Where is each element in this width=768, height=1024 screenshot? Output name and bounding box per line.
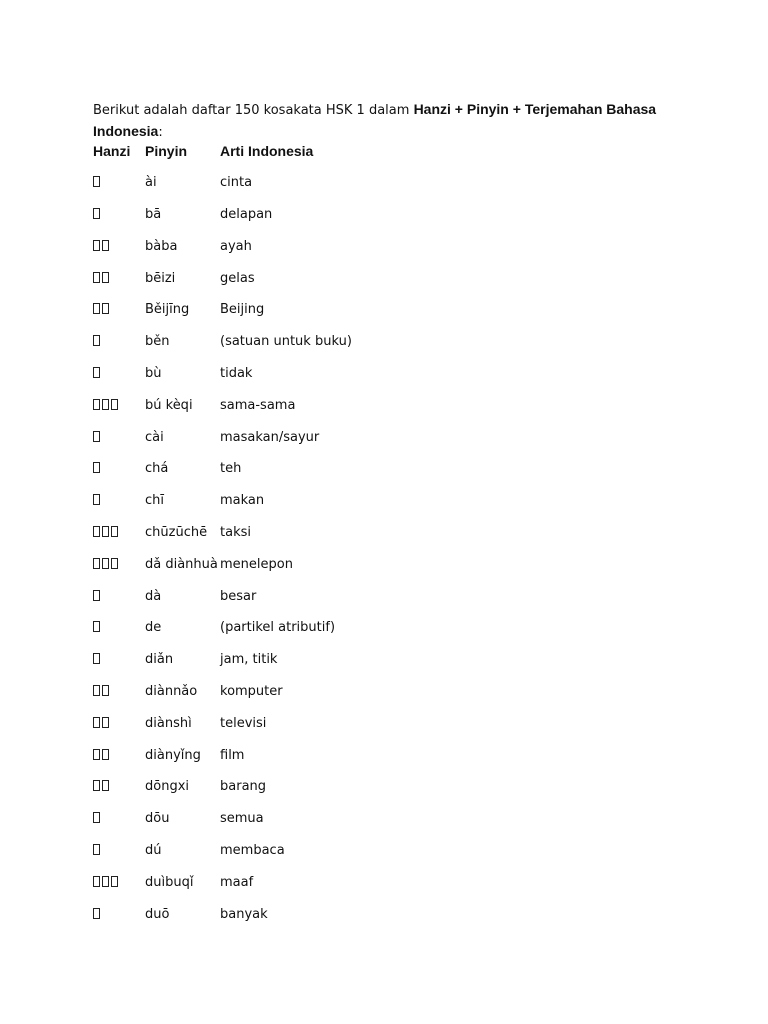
table-row	[93, 389, 420, 421]
pinyin-cell: diǎn	[145, 652, 174, 668]
vocabulary-rows	[93, 167, 420, 930]
missing-glyph-icon	[102, 303, 109, 314]
arti-cell: delapan	[220, 206, 273, 222]
hanzi-cell	[93, 866, 145, 898]
table-row	[93, 898, 420, 930]
pinyin-cell: bù	[145, 365, 162, 381]
table-row	[93, 517, 420, 549]
missing-glyph-icon	[93, 303, 100, 314]
hanzi-cell	[93, 771, 145, 803]
pinyin-cell: diànshì	[145, 715, 192, 731]
table-header-row	[93, 135, 420, 167]
hanzi-cell	[93, 230, 145, 262]
arti-cell: semua	[220, 811, 264, 827]
hanzi-cell	[93, 262, 145, 294]
missing-glyph-icon	[93, 240, 100, 251]
missing-glyph-icon	[102, 685, 109, 696]
missing-glyph-icon	[93, 717, 100, 728]
missing-glyph-icon	[93, 780, 100, 791]
arti-cell: taksi	[220, 524, 251, 540]
missing-glyph-icon	[93, 908, 100, 919]
pinyin-cell: bú kèqi	[145, 397, 193, 413]
hanzi-cell	[93, 199, 145, 231]
pinyin-cell: dǎ diànhuà	[145, 556, 218, 572]
table-row	[93, 580, 420, 612]
header-arti: Arti Indonesia	[220, 142, 314, 159]
intro-bold-text: Hanzi + Pinyin + Terjemahan Bahasa Indonesia	[93, 101, 657, 139]
pinyin-cell: duō	[145, 906, 170, 922]
hanzi-cell	[93, 612, 145, 644]
table-row	[93, 676, 420, 708]
pinyin-cell: duìbuqǐ	[145, 874, 194, 890]
missing-glyph-icon	[93, 367, 100, 378]
pinyin-cell: bā	[145, 206, 162, 222]
pinyin-cell: diànyǐng	[145, 747, 201, 763]
pinyin-cell: diànnǎo	[145, 683, 198, 699]
pinyin-cell: dōngxi	[145, 779, 190, 795]
hanzi-cell	[93, 485, 145, 517]
missing-glyph-icon	[111, 399, 118, 410]
pinyin-cell: dōu	[145, 811, 170, 827]
missing-glyph-icon	[93, 462, 100, 473]
missing-glyph-icon	[93, 526, 100, 537]
table-row	[93, 612, 420, 644]
missing-glyph-icon	[93, 176, 100, 187]
table-row	[93, 866, 420, 898]
table-row	[93, 771, 420, 803]
arti-cell: banyak	[220, 906, 268, 922]
header-hanzi: Hanzi	[93, 142, 131, 159]
arti-cell: film	[220, 747, 245, 763]
missing-glyph-icon	[102, 399, 109, 410]
missing-glyph-icon	[102, 876, 109, 887]
hanzi-cell	[93, 580, 145, 612]
missing-glyph-icon	[93, 749, 100, 760]
pinyin-cell: dà	[145, 588, 162, 604]
arti-cell: gelas	[220, 270, 255, 286]
table-row	[93, 358, 420, 390]
hanzi-cell	[93, 421, 145, 453]
table-row	[93, 835, 420, 867]
arti-cell: membaca	[220, 842, 285, 858]
arti-cell: teh	[220, 461, 242, 477]
arti-cell: makan	[220, 493, 265, 509]
hanzi-cell	[93, 517, 145, 549]
table-row	[93, 294, 420, 326]
arti-cell: komputer	[220, 683, 283, 699]
arti-cell: besar	[220, 588, 257, 604]
table-row	[93, 548, 420, 580]
hanzi-cell	[93, 803, 145, 835]
table-row	[93, 644, 420, 676]
table-row	[93, 167, 420, 199]
missing-glyph-icon	[102, 780, 109, 791]
arti-cell: televisi	[220, 715, 267, 731]
table-row	[93, 485, 420, 517]
table-row	[93, 326, 420, 358]
missing-glyph-icon	[93, 621, 100, 632]
missing-glyph-icon	[111, 876, 118, 887]
missing-glyph-icon	[93, 812, 100, 823]
pinyin-cell: bàba	[145, 238, 178, 254]
missing-glyph-icon	[111, 526, 118, 537]
hanzi-cell	[93, 294, 145, 326]
table-row	[93, 421, 420, 453]
pinyin-cell: chūzūchē	[145, 524, 208, 540]
table-row	[93, 803, 420, 835]
missing-glyph-icon	[93, 876, 100, 887]
vocabulary-table	[93, 135, 420, 930]
hanzi-cell	[93, 898, 145, 930]
pinyin-cell: dú	[145, 842, 162, 858]
missing-glyph-icon	[102, 749, 109, 760]
table-row	[93, 199, 420, 231]
missing-glyph-icon	[93, 844, 100, 855]
arti-cell: cinta	[220, 175, 253, 191]
arti-cell: tidak	[220, 365, 253, 381]
pinyin-cell: de	[145, 620, 162, 636]
missing-glyph-icon	[93, 653, 100, 664]
missing-glyph-icon	[93, 590, 100, 601]
hanzi-cell	[93, 453, 145, 485]
table-row	[93, 739, 420, 771]
pinyin-cell: chī	[145, 493, 164, 509]
intro-trail-text: :	[158, 125, 163, 140]
missing-glyph-icon	[93, 399, 100, 410]
arti-cell: ayah	[220, 238, 252, 254]
table-row	[93, 262, 420, 294]
missing-glyph-icon	[93, 685, 100, 696]
pinyin-cell: běn	[145, 334, 170, 350]
arti-cell: sama-sama	[220, 397, 296, 413]
hanzi-cell	[93, 167, 145, 199]
missing-glyph-icon	[111, 558, 118, 569]
missing-glyph-icon	[93, 272, 100, 283]
arti-cell: Beijing	[220, 302, 265, 318]
arti-cell: maaf	[220, 874, 254, 890]
missing-glyph-icon	[93, 558, 100, 569]
missing-glyph-icon	[102, 717, 109, 728]
hanzi-cell	[93, 644, 145, 676]
missing-glyph-icon	[93, 335, 100, 346]
arti-cell: (satuan untuk buku)	[220, 334, 352, 350]
missing-glyph-icon	[93, 208, 100, 219]
table-row	[93, 453, 420, 485]
pinyin-cell: cài	[145, 429, 164, 445]
hanzi-cell	[93, 326, 145, 358]
arti-cell: jam, titik	[220, 652, 278, 668]
table-row	[93, 230, 420, 262]
pinyin-cell: Běijīng	[145, 302, 190, 318]
missing-glyph-icon	[102, 526, 109, 537]
hanzi-cell	[93, 389, 145, 421]
hanzi-cell	[93, 548, 145, 580]
hanzi-cell	[93, 835, 145, 867]
pinyin-cell: chá	[145, 461, 169, 477]
intro-lead-text: Berikut adalah daftar 150 kosakata HSK 1 dalam	[93, 103, 414, 118]
missing-glyph-icon	[102, 558, 109, 569]
pinyin-cell: bēizi	[145, 270, 176, 286]
missing-glyph-icon	[93, 431, 100, 442]
missing-glyph-icon	[102, 272, 109, 283]
hanzi-cell	[93, 739, 145, 771]
arti-cell: masakan/sayur	[220, 429, 320, 445]
arti-cell: barang	[220, 779, 267, 795]
hanzi-cell	[93, 707, 145, 739]
hanzi-cell	[93, 676, 145, 708]
pinyin-cell: ài	[145, 175, 157, 191]
table-row	[93, 707, 420, 739]
header-pinyin: Pinyin	[145, 142, 188, 159]
missing-glyph-icon	[93, 494, 100, 505]
arti-cell: menelepon	[220, 556, 293, 572]
missing-glyph-icon	[102, 240, 109, 251]
arti-cell: (partikel atributif)	[220, 620, 336, 636]
hanzi-cell	[93, 358, 145, 390]
